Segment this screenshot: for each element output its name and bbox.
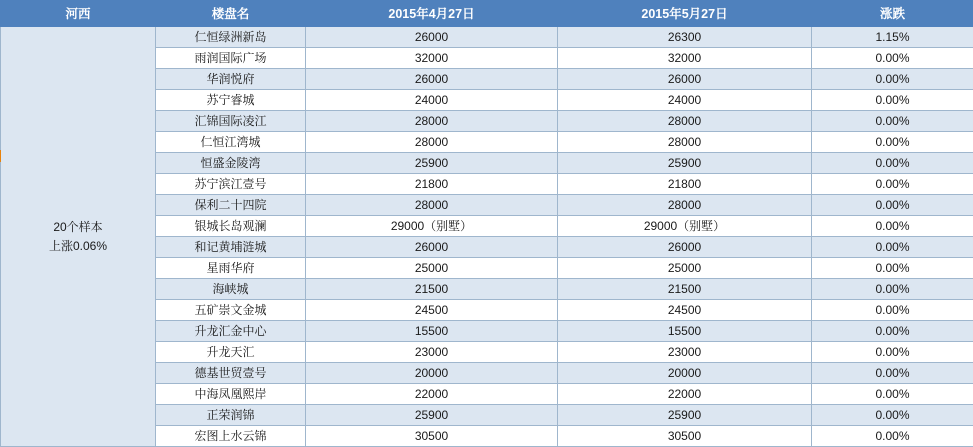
cell-change: 0.00% — [812, 237, 973, 258]
cell-price-date-2: 24000 — [558, 90, 812, 111]
table-body — [1, 1, 973, 447]
table-header-row — [1, 1, 973, 27]
cell-price-date-1: 28000 — [306, 132, 558, 153]
cell-price-date-1: 25900 — [306, 153, 558, 174]
header-region: 河西 — [1, 1, 156, 27]
cell-change: 0.00% — [812, 111, 973, 132]
cell-project-name: 海峡城 — [156, 279, 306, 300]
cell-project-name: 苏宁滨江壹号 — [156, 174, 306, 195]
cell-price-date-2: 22000 — [558, 384, 812, 405]
cell-change: 0.00% — [812, 426, 973, 447]
cell-price-date-1: 21500 — [306, 279, 558, 300]
cell-price-date-2: 15500 — [558, 321, 812, 342]
cell-change: 0.00% — [812, 363, 973, 384]
cell-project-name: 银城长岛观澜 — [156, 216, 306, 237]
summary-sample-count: 20个样本 — [1, 218, 155, 237]
cell-price-date-2: 23000 — [558, 342, 812, 363]
cell-price-date-1: 20000 — [306, 363, 558, 384]
cell-project-name: 仁恒绿洲新岛 — [156, 27, 306, 48]
cell-change: 0.00% — [812, 48, 973, 69]
cell-price-date-1: 28000 — [306, 195, 558, 216]
cell-change: 0.00% — [812, 279, 973, 300]
header-project-name: 楼盘名 — [156, 1, 306, 27]
cell-change: 0.00% — [812, 153, 973, 174]
cell-change: 0.00% — [812, 384, 973, 405]
cell-price-date-2: 20000 — [558, 363, 812, 384]
cell-project-name: 汇锦国际凌江 — [156, 111, 306, 132]
cell-project-name: 保利二十四院 — [156, 195, 306, 216]
cell-price-date-1: 22000 — [306, 384, 558, 405]
cell-project-name: 升龙汇金中心 — [156, 321, 306, 342]
cell-price-date-2: 30500 — [558, 426, 812, 447]
table-row — [1, 27, 973, 48]
cell-change: 0.00% — [812, 174, 973, 195]
cell-price-date-1: 26000 — [306, 237, 558, 258]
cell-project-name: 苏宁睿城 — [156, 90, 306, 111]
cell-price-date-2: 29000（别墅） — [558, 216, 812, 237]
cell-change: 0.00% — [812, 342, 973, 363]
cell-project-name: 升龙天汇 — [156, 342, 306, 363]
cell-project-name: 五矿崇文金城 — [156, 300, 306, 321]
cell-change: 0.00% — [812, 258, 973, 279]
cell-project-name: 德基世贸壹号 — [156, 363, 306, 384]
cell-price-date-1: 30500 — [306, 426, 558, 447]
summary-change: 上涨0.06% — [1, 237, 155, 256]
cell-price-date-2: 21800 — [558, 174, 812, 195]
cell-price-date-1: 24000 — [306, 90, 558, 111]
cell-price-date-2: 24500 — [558, 300, 812, 321]
header-date-2: 2015年5月27日 — [558, 1, 812, 27]
cell-price-date-2: 26000 — [558, 69, 812, 90]
cell-project-name: 和记黄埔涟城 — [156, 237, 306, 258]
cell-price-date-2: 21500 — [558, 279, 812, 300]
cell-price-date-1: 15500 — [306, 321, 558, 342]
header-change: 涨跌 — [812, 1, 973, 27]
cell-change: 1.15% — [812, 27, 973, 48]
cell-price-date-1: 21800 — [306, 174, 558, 195]
cell-project-name: 雨润国际广场 — [156, 48, 306, 69]
cell-price-date-1: 25900 — [306, 405, 558, 426]
cell-price-date-1: 28000 — [306, 111, 558, 132]
cell-price-date-1: 26000 — [306, 69, 558, 90]
cell-price-date-1: 32000 — [306, 48, 558, 69]
cell-project-name: 星雨华府 — [156, 258, 306, 279]
cell-project-name: 恒盛金陵湾 — [156, 153, 306, 174]
cell-price-date-2: 28000 — [558, 132, 812, 153]
cell-price-date-1: 25000 — [306, 258, 558, 279]
cell-price-date-2: 28000 — [558, 195, 812, 216]
cell-price-date-1: 23000 — [306, 342, 558, 363]
cell-change: 0.00% — [812, 216, 973, 237]
cell-price-date-2: 25900 — [558, 153, 812, 174]
cell-price-date-2: 25000 — [558, 258, 812, 279]
cell-change: 0.00% — [812, 90, 973, 111]
cell-project-name: 中海凤凰熙岸 — [156, 384, 306, 405]
header-date-1: 2015年4月27日 — [306, 1, 558, 27]
cell-project-name: 宏图上水云锦 — [156, 426, 306, 447]
summary-cell — [1, 27, 156, 447]
cell-change: 0.00% — [812, 405, 973, 426]
cell-price-date-2: 28000 — [558, 111, 812, 132]
cell-change: 0.00% — [812, 321, 973, 342]
cell-change: 0.00% — [812, 300, 973, 321]
cell-price-date-2: 26300 — [558, 27, 812, 48]
cell-project-name: 仁恒江湾城 — [156, 132, 306, 153]
cell-change: 0.00% — [812, 195, 973, 216]
cell-project-name: 华润悦府 — [156, 69, 306, 90]
cell-change: 0.00% — [812, 132, 973, 153]
cell-price-date-2: 25900 — [558, 405, 812, 426]
cell-price-date-1: 24500 — [306, 300, 558, 321]
cell-price-date-1: 29000（别墅） — [306, 216, 558, 237]
cell-price-date-1: 26000 — [306, 27, 558, 48]
cell-price-date-2: 26000 — [558, 237, 812, 258]
cell-project-name: 正荣润锦 — [156, 405, 306, 426]
cell-change: 0.00% — [812, 69, 973, 90]
cell-price-date-2: 32000 — [558, 48, 812, 69]
